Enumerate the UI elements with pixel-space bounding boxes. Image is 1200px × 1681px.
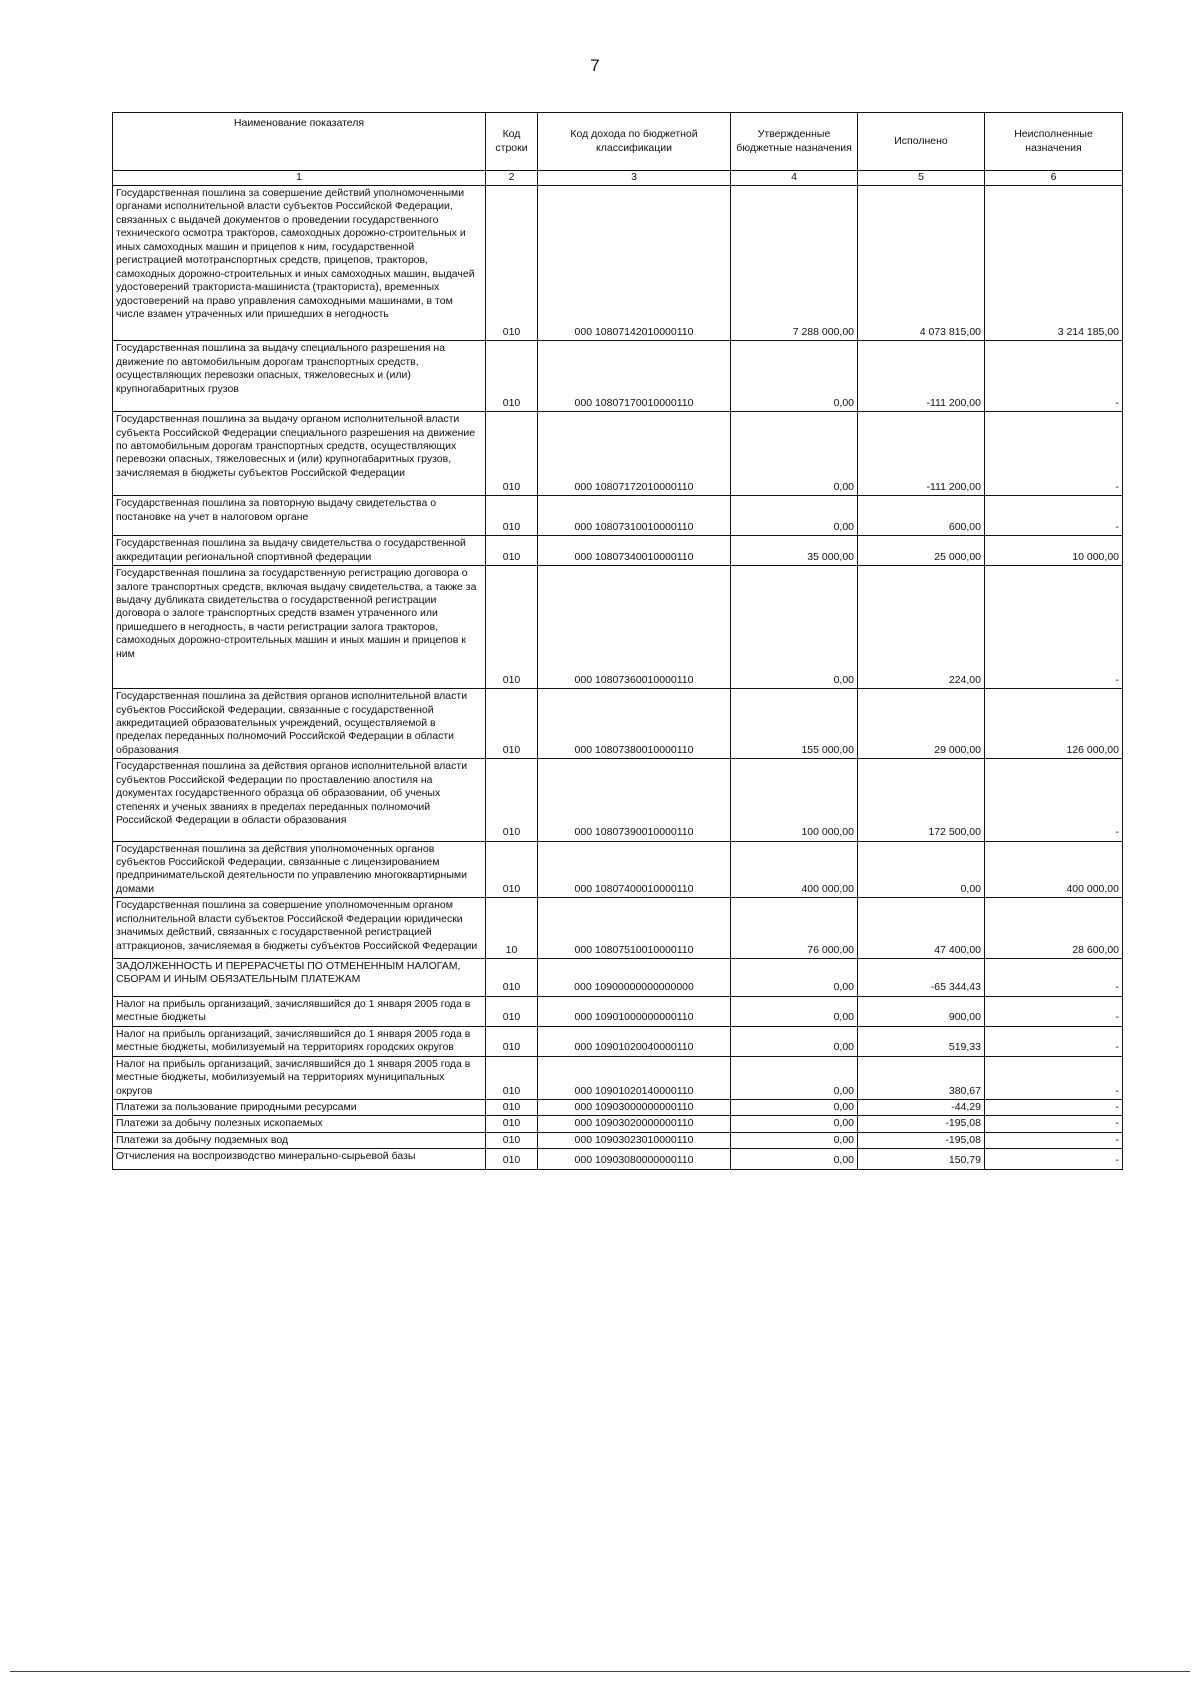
row-budget-code: 000 10807310010000110 [538, 496, 731, 536]
row-line-code: 010 [486, 412, 538, 496]
row-budget-code: 000 10901020040000110 [538, 1026, 731, 1056]
row-unexecuted-amount: 10 000,00 [985, 536, 1123, 566]
table-row [113, 536, 1123, 566]
row-budget-code: 000 10807380010000110 [538, 689, 731, 759]
row-executed-amount: 900,00 [858, 996, 985, 1026]
row-executed-amount: 150,79 [858, 1149, 985, 1169]
row-executed-amount: 4 073 815,00 [858, 186, 985, 341]
row-approved-amount: 0,00 [731, 341, 858, 412]
row-budget-code: 000 10901020140000110 [538, 1056, 731, 1099]
row-indicator-name [113, 412, 486, 496]
row-budget-code: 000 10900000000000000 [538, 959, 731, 997]
table-row [113, 1116, 1123, 1132]
column-number: 4 [731, 171, 858, 186]
row-executed-amount: 29 000,00 [858, 689, 985, 759]
row-indicator-text: Государственная пошлина за выдачу свидетельства о государственной аккредитации региональной спортивной федерации [116, 537, 466, 563]
header-executed: Исполнено [858, 113, 985, 171]
row-approved-amount: 0,00 [731, 1116, 858, 1132]
row-indicator-name [113, 898, 486, 959]
table-row [113, 759, 1123, 841]
row-executed-amount: 0,00 [858, 841, 985, 898]
row-budget-code: 000 10807142010000110 [538, 186, 731, 341]
row-unexecuted-amount: - [985, 1056, 1123, 1099]
row-indicator-name [113, 1116, 486, 1132]
row-indicator-text: Государственная пошлина за совершение действий уполномоченными органами исполнительной власти субъектов Российской Федерации, связанных с выдачей документов о проведении государственного технического осмотра тракторов, самоходных дорожно-строительных и иных самоходных машин и прицепов к ним, государственной регистрацией мототранспортных средств, прицепов, тракторов, самоходных дорожно-строительных и иных самоходных машин, выдачей удостоверений тракториста-машиниста (тракториста), временных удостоверений на право управления самоходными машинами, в том числе взамен утраченных или пришедших в негодность [116, 187, 475, 320]
row-unexecuted-amount: - [985, 959, 1123, 997]
row-indicator-text: Налог на прибыль организаций, зачислявшийся до 1 января 2005 года в местные бюджеты, мобилизуемый на территориях городских округов [116, 1027, 471, 1054]
row-line-code: 010 [486, 1026, 538, 1056]
row-approved-amount: 0,00 [731, 412, 858, 496]
row-budget-code: 000 10903080000000110 [538, 1149, 731, 1169]
row-indicator-name [113, 1026, 486, 1056]
row-budget-code: 000 10807400010000110 [538, 841, 731, 898]
row-approved-amount: 0,00 [731, 1149, 858, 1169]
row-indicator-name [113, 566, 486, 689]
row-indicator-name [113, 186, 486, 341]
row-indicator-name [113, 959, 486, 997]
row-approved-amount: 0,00 [731, 996, 858, 1026]
row-indicator-name [113, 536, 486, 566]
header-budget-classification-code: Код дохода по бюджетной классификации [538, 113, 731, 171]
row-executed-amount: -195,08 [858, 1116, 985, 1132]
row-budget-code: 000 10903023010000110 [538, 1132, 731, 1148]
row-budget-code: 000 10807170010000110 [538, 341, 731, 412]
table-row [113, 1026, 1123, 1056]
row-unexecuted-amount: - [985, 496, 1123, 536]
table-row [113, 1132, 1123, 1148]
row-executed-amount: 47 400,00 [858, 898, 985, 959]
header-indicator-name: Наименование показателя [113, 113, 486, 171]
row-approved-amount: 76 000,00 [731, 898, 858, 959]
row-budget-code: 000 10901000000000110 [538, 996, 731, 1026]
table-row [113, 1056, 1123, 1099]
row-budget-code: 000 10807340010000110 [538, 536, 731, 566]
row-indicator-text: ЗАДОЛЖЕННОСТЬ И ПЕРЕРАСЧЕТЫ ПО ОТМЕНЕННЫМ НАЛОГАМ, СБОРАМ И ИНЫМ ОБЯЗАТЕЛЬНЫМ ПЛАТЕЖАМ [116, 960, 461, 986]
row-line-code: 010 [486, 841, 538, 898]
column-number: 2 [486, 171, 538, 186]
row-line-code: 010 [486, 689, 538, 759]
row-indicator-name [113, 1149, 486, 1169]
row-line-code: 010 [486, 759, 538, 841]
row-executed-amount: -65 344,43 [858, 959, 985, 997]
row-approved-amount: 0,00 [731, 1099, 858, 1115]
row-executed-amount: 224,00 [858, 566, 985, 689]
row-indicator-text: Налог на прибыль организаций, зачислявшийся до 1 января 2005 года в местные бюджеты [116, 997, 471, 1024]
table-row [113, 186, 1123, 341]
row-approved-amount: 35 000,00 [731, 536, 858, 566]
row-executed-amount: -195,08 [858, 1132, 985, 1148]
row-approved-amount: 7 288 000,00 [731, 186, 858, 341]
row-indicator-text: Платежи за добычу подземных вод [116, 1133, 289, 1146]
row-unexecuted-amount: 28 600,00 [985, 898, 1123, 959]
row-unexecuted-amount: 3 214 185,00 [985, 186, 1123, 341]
row-line-code: 010 [486, 1116, 538, 1132]
row-approved-amount: 0,00 [731, 1056, 858, 1099]
row-indicator-text: Государственная пошлина за действия органов исполнительной власти субъектов Российской Федерации, связанные с государственной аккредитацией образовательных учреждений, осуществляемой в пределах переданных полномочий Российской Федерации в области образования [116, 690, 468, 756]
row-approved-amount: 0,00 [731, 496, 858, 536]
row-budget-code: 000 10807510010000110 [538, 898, 731, 959]
row-unexecuted-amount: - [985, 1026, 1123, 1056]
row-line-code: 010 [486, 1132, 538, 1148]
table-row [113, 689, 1123, 759]
table-header-row [113, 113, 1123, 171]
row-line-code: 010 [486, 996, 538, 1026]
row-indicator-text: Платежи за пользование природными ресурсами [116, 1100, 357, 1113]
header-line-code: Код строки [486, 113, 538, 171]
page-number: 7 [590, 56, 600, 75]
row-executed-amount: 600,00 [858, 496, 985, 536]
row-indicator-name [113, 689, 486, 759]
row-approved-amount: 155 000,00 [731, 689, 858, 759]
page-bottom-rule [10, 1671, 1190, 1672]
row-executed-amount: 380,67 [858, 1056, 985, 1099]
row-indicator-text: Государственная пошлина за выдачу органом исполнительной власти субъекта Российской Федерации специального разрешения на движение по автомобильным дорогам транспортных средств, осуществляющих перевозки опасных, тяжеловесных и (или) крупногабаритных грузов, зачисляемая в бюджеты субъектов Российской Федерации [116, 413, 476, 479]
row-unexecuted-amount: - [985, 1099, 1123, 1115]
row-line-code: 010 [486, 1149, 538, 1169]
row-unexecuted-amount: - [985, 996, 1123, 1026]
table-row [113, 412, 1123, 496]
row-indicator-name [113, 1099, 486, 1115]
table-row [113, 959, 1123, 997]
table-row [113, 1099, 1123, 1115]
row-budget-code: 000 10807172010000110 [538, 412, 731, 496]
header-approved-budget: Утвержденные бюджетные назначения [731, 113, 858, 171]
row-line-code: 010 [486, 186, 538, 341]
row-approved-amount: 400 000,00 [731, 841, 858, 898]
row-indicator-text: Государственная пошлина за совершение уполномоченным органом исполнительной власти субъектов Российской Федерации юридически значимых действий, связанных с государственной регистрацией аттракционов, зачисляемая в бюджеты субъектов Российской Федерации [116, 899, 478, 952]
row-approved-amount: 0,00 [731, 1026, 858, 1056]
row-unexecuted-amount: 400 000,00 [985, 841, 1123, 898]
column-number: 3 [538, 171, 731, 186]
row-indicator-name [113, 496, 486, 536]
column-number: 6 [985, 171, 1123, 186]
row-unexecuted-amount: - [985, 1116, 1123, 1132]
row-budget-code: 000 10903000000000110 [538, 1099, 731, 1115]
row-unexecuted-amount: - [985, 1149, 1123, 1169]
row-indicator-text: Государственная пошлина за выдачу специального разрешения на движение по автомобильным дорогам транспортных средств, осуществляющих перевозки опасных, тяжеловесных и (или) крупногабаритных грузов [116, 342, 446, 395]
row-line-code: 010 [486, 566, 538, 689]
row-line-code: 010 [486, 496, 538, 536]
row-line-code: 010 [486, 1056, 538, 1099]
row-unexecuted-amount: - [985, 1132, 1123, 1148]
budget-revenue-table [112, 112, 1123, 1170]
table-row [113, 1149, 1123, 1169]
row-executed-amount: 172 500,00 [858, 759, 985, 841]
row-approved-amount: 0,00 [731, 1132, 858, 1148]
row-budget-code: 000 10903020000000110 [538, 1116, 731, 1132]
row-indicator-text: Платежи за добычу полезных ископаемых [116, 1117, 323, 1130]
table-row [113, 341, 1123, 412]
row-approved-amount: 0,00 [731, 959, 858, 997]
row-executed-amount: -44,29 [858, 1099, 985, 1115]
row-approved-amount: 100 000,00 [731, 759, 858, 841]
table-row [113, 496, 1123, 536]
row-indicator-name [113, 759, 486, 841]
row-indicator-text: Отчисления на воспроизводство минерально-сырьевой базы [116, 1150, 416, 1163]
row-indicator-text: Государственная пошлина за повторную выдачу свидетельства о постановке на учет в налоговом органе [116, 497, 437, 523]
row-unexecuted-amount: - [985, 412, 1123, 496]
row-line-code: 010 [486, 959, 538, 997]
row-executed-amount: -111 200,00 [858, 341, 985, 412]
row-approved-amount: 0,00 [731, 566, 858, 689]
row-unexecuted-amount: 126 000,00 [985, 689, 1123, 759]
header-unexecuted: Неисполненные назначения [985, 113, 1123, 171]
row-executed-amount: -111 200,00 [858, 412, 985, 496]
row-line-code: 010 [486, 1099, 538, 1115]
row-budget-code: 000 10807390010000110 [538, 759, 731, 841]
column-number: 1 [113, 171, 486, 186]
column-number-row [113, 171, 1123, 186]
row-budget-code: 000 10807360010000110 [538, 566, 731, 689]
row-indicator-text: Налог на прибыль организаций, зачислявшийся до 1 января 2005 года в местные бюджеты, мобилизуемый на территориях муниципальных округов [116, 1057, 471, 1097]
row-line-code: 010 [486, 536, 538, 566]
row-indicator-text: Государственная пошлина за действия органов исполнительной власти субъектов Российской Федерации по проставлению апостиля на документах государственного образца об образовании, об ученых степенях и ученых званиях в пределах переданных полномочий Российской Федерации в области образования [116, 760, 468, 827]
row-line-code: 010 [486, 341, 538, 412]
row-executed-amount: 519,33 [858, 1026, 985, 1056]
row-indicator-text: Государственная пошлина за государственную регистрацию договора о залоге транспортных средств, включая выдачу свидетельства, а также за выдачу дубликата свидетельства о государственной регистрации договора о залоге транспортных средств взамен утраченного или пришедшего в негодность, в части регистрации залога тракторов, самоходных дорожно-строительных машин и иных машин и прицепов к ним [116, 567, 477, 660]
row-indicator-name [113, 341, 486, 412]
table-row [113, 898, 1123, 959]
row-indicator-text: Государственная пошлина за действия уполномоченных органов субъектов Российской Федерации, связанные с лицензированием предпринимательской деятельности по управлению многоквартирными домами [116, 842, 467, 895]
table-row [113, 841, 1123, 898]
row-line-code: 10 [486, 898, 538, 959]
row-indicator-name [113, 1056, 486, 1099]
row-unexecuted-amount: - [985, 759, 1123, 841]
column-number: 5 [858, 171, 985, 186]
row-indicator-name [113, 1132, 486, 1148]
table-row [113, 566, 1123, 689]
row-unexecuted-amount: - [985, 341, 1123, 412]
row-indicator-name [113, 996, 486, 1026]
row-executed-amount: 25 000,00 [858, 536, 985, 566]
row-indicator-name [113, 841, 486, 898]
table-row [113, 996, 1123, 1026]
row-unexecuted-amount: - [985, 566, 1123, 689]
